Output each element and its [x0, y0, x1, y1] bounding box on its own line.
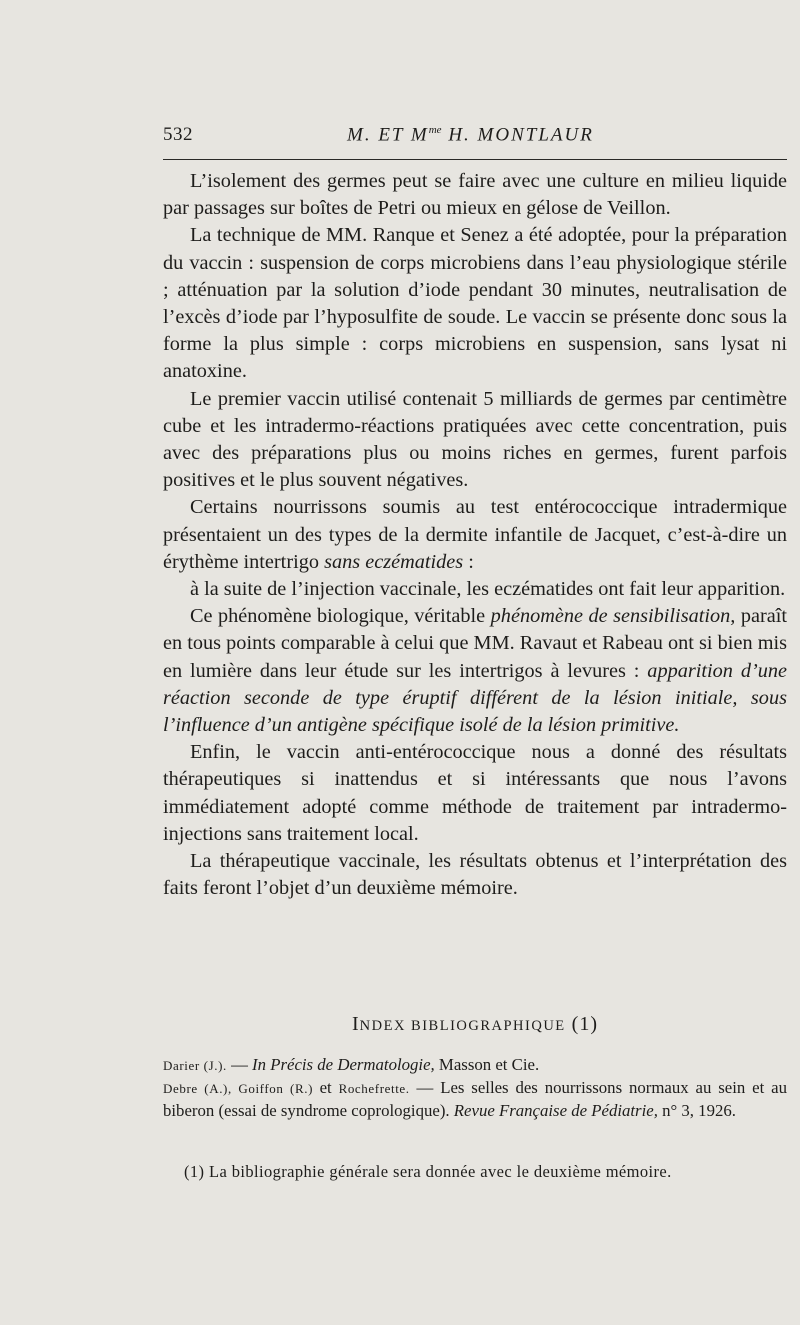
index-heading-initial: I [351, 1013, 360, 1035]
paragraph-4 [163, 494, 787, 576]
paragraph-6-italic-b: phénomène de sensibilisation, [490, 605, 736, 628]
paragraph-4-italic: sans eczématides [324, 550, 464, 573]
running-title [347, 124, 594, 146]
reference-item [163, 1077, 787, 1122]
running-title-part1: M. ET M [347, 124, 429, 146]
paragraph-2: La technique de MM. Ranque et Senez a été adoptée, pour la préparation du vaccin : suspension de corps microbiens dans l’eau physiologique stérile ; atténuation par la solution d’iode pendant 30 minutes, neutralisation de l’excès d’iode par l’hyposulfite de soude. Le vaccin se présente donc sous la forme la plus simple : corps microbiens en suspension, sans lysat ni anatoxine. [163, 224, 787, 383]
reference-2-and: et [319, 1078, 339, 1097]
running-header [163, 124, 787, 154]
reference-2-author-3: Rochefrette. [338, 1081, 410, 1096]
reference-1-rest: Masson et Cie. [434, 1055, 540, 1074]
paragraph-8: La thérapeutique vaccinale, les résultats obtenus et l’interprétation des faits feront l’objet d’un deuxième mémoire. [163, 850, 787, 900]
reference-2-text: — Les selles des nourrissons normaux au sein et au biberon (essai de syndrome coprologique). [163, 1078, 787, 1120]
running-title-part2: H. MONTLAUR [441, 124, 594, 146]
reference-2-author-2: Goiffon (R.) [238, 1081, 320, 1096]
reference-2-author-1: Debre (A.), [163, 1081, 239, 1096]
paragraph-6-text-c: paraît en tous points comparable à celui que MM. Ravaut et Rabeau ont si bien mis en lumière dans leur étude sur les intertrigos à levures : [163, 605, 787, 682]
bibliography-list [163, 1054, 787, 1122]
paragraph-4-text-a: Certains nourrissons soumis au test entérococcique intradermique présentaient un des types de la dermite infantile de Jacquet, c’est-à-dire un érythème intertrigo [163, 496, 787, 573]
footnote: (1) La bibliographie générale sera donnée avec le deuxième mémoire. [184, 1162, 672, 1181]
reference-1-dash: — [226, 1055, 253, 1074]
paragraph-5: à la suite de l’injection vaccinale, les eczématides ont fait leur apparition. [190, 578, 786, 601]
header-rule [163, 159, 787, 160]
reference-item [163, 1054, 787, 1077]
paragraph-6-italic-d: apparition d’une réaction seconde de type éruptif différent de la lésion initiale, sous l’influence d’un antigène spécifique isolé de la lésion primitive. [163, 659, 787, 737]
paragraph-7: Enfin, le vaccin anti-entérococcique nous a donné des résultats thérapeutiques si inattendus et si intéressants que nous l’avons immédiatement adopté comme méthode de traitement par intradermo-injections sans traitement local. [163, 741, 787, 845]
running-title-sup: me [428, 124, 442, 136]
index-heading-rest: NDEX BIBLIOGRAPHIQUE [359, 1018, 566, 1034]
paragraph-4-text-c: : [463, 550, 474, 573]
index-heading [163, 1013, 787, 1036]
body-text [163, 168, 787, 902]
paragraph-6-text-a: Ce phénomène biologique, véritable [190, 605, 491, 628]
paragraph-1: L’isolement des germes peut se faire avec une culture en milieu liquide par passages sur boîtes de Petri ou mieux en gélose de Veillon. [163, 170, 787, 220]
reference-1-author: Darier (J.). [163, 1058, 227, 1073]
paragraph-6 [163, 603, 787, 739]
reference-1-title: In Précis de Dermatologie, [252, 1055, 435, 1074]
index-heading-note: (1) [565, 1013, 598, 1035]
paragraph-3: Le premier vaccin utilisé contenait 5 milliards de germes par centimètre cube et les intradermo-réactions pratiquées avec cette concentration, puis avec des préparations plus ou moins riches en germes, furent parfois positives et le plus souvent négatives. [163, 387, 787, 492]
page-number: 532 [163, 124, 193, 145]
reference-2-journal: Revue Française de Pédiatrie, [453, 1101, 658, 1120]
reference-2-end: n° 3, 1926. [657, 1101, 736, 1120]
